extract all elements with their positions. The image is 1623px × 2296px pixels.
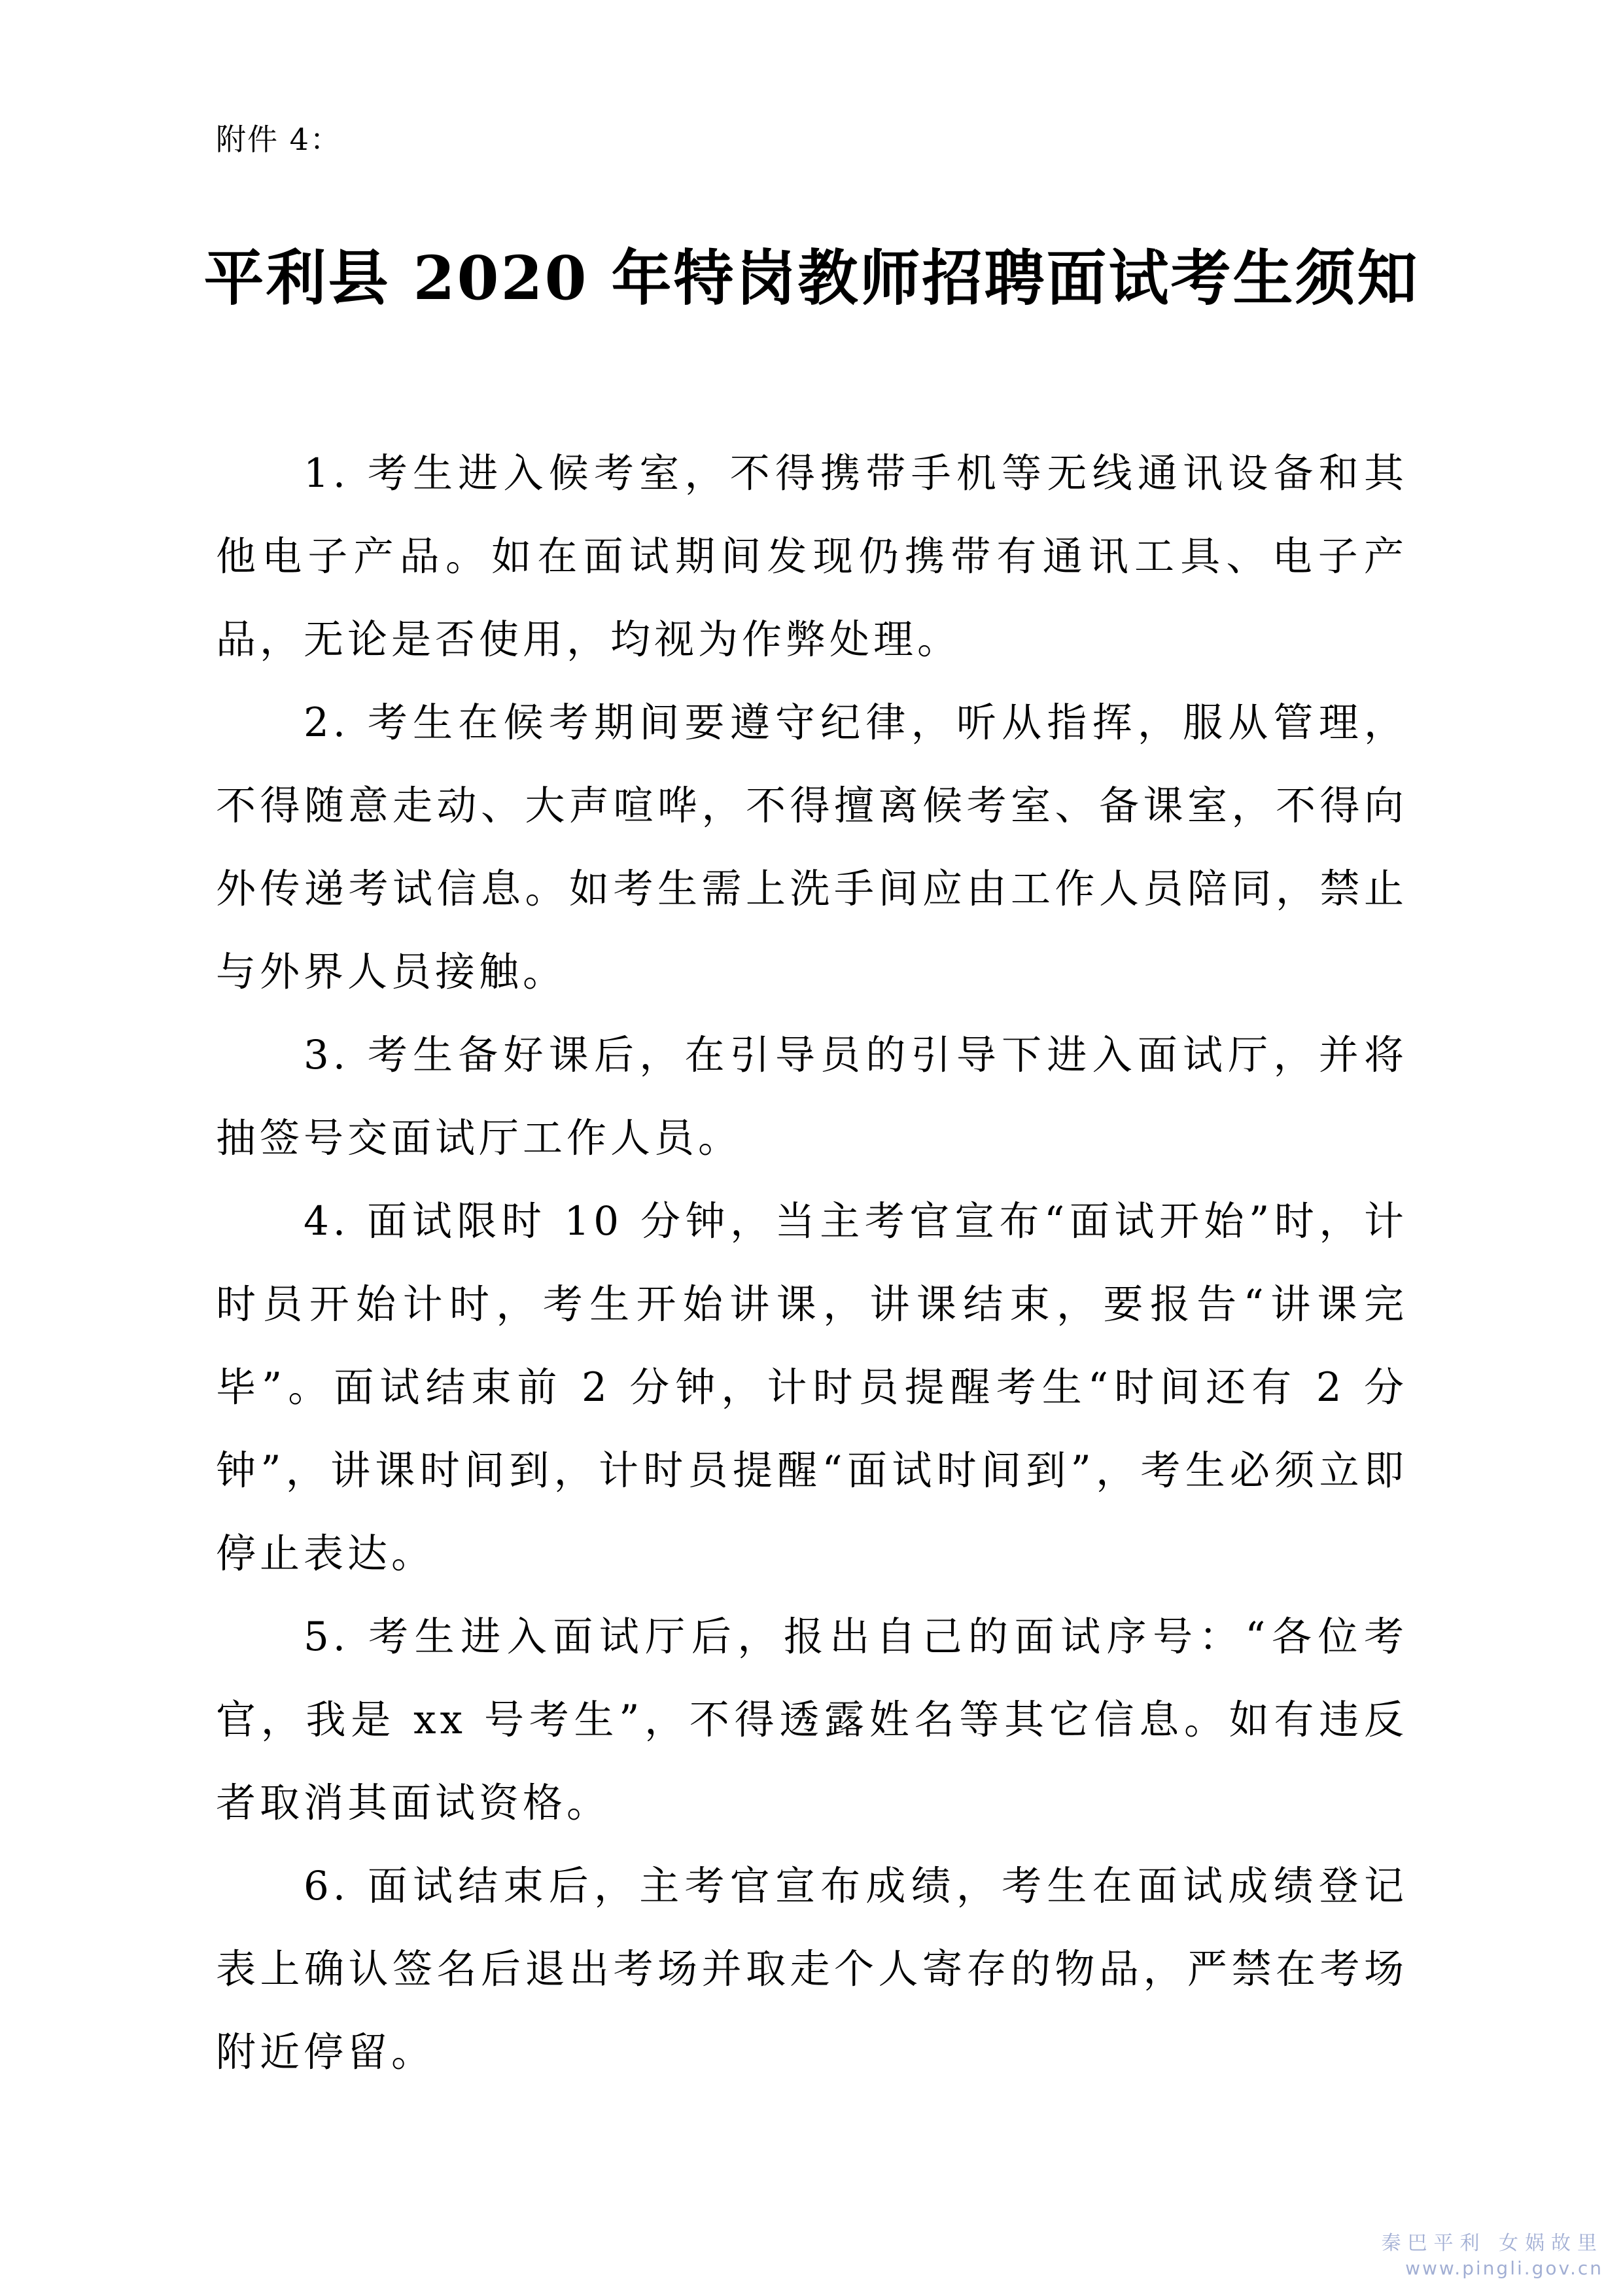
document-body	[216, 432, 1408, 2094]
document-title: 平利县 2020 年特岗教师招聘面试考生须知	[203, 243, 1420, 313]
rule-paragraph-4: 4. 面试限时 10 分钟，当主考官宣布“面试开始”时，计时员开始计时，考生开始讲课，讲课结束，要报告“讲课完毕”。面试结束前 2 分钟，计时员提醒考生“时间还有 2 分钟”，讲课时间到，计时员提醒“面试时间到”，考生必须立即停止表达。	[216, 1198, 1408, 1577]
attachment-label: 附件 4：	[216, 122, 341, 157]
rule-paragraph-1: 1. 考生进入候考室，不得携带手机等无线通讯设备和其他电子产品。如在面试期间发现仍携带有通讯工具、电子产品，无论是否使用，均视为作弊处理。	[216, 450, 1408, 663]
rule-paragraph-3: 3. 考生备好课后，在引导员的引导下进入面试厅，并将抽签号交面试厅工作人员。	[216, 1032, 1408, 1161]
rule-paragraph-6: 6. 面试结束后，主考官宣布成绩，考生在面试成绩登记表上确认签名后退出考场并取走个人寄存的物品，严禁在考场附近停留。	[216, 1863, 1408, 2075]
watermark-url: www.pingli.gov.cn	[1405, 2257, 1603, 2279]
rule-paragraph-2: 2. 考生在候考期间要遵守纪律，听从指挥，服从管理，不得随意走动、大声喧哗，不得擅离候考室、备课室，不得向外传递考试信息。如考生需上洗手间应由工作人员陪同，禁止与外界人员接触。	[216, 699, 1408, 995]
rule-paragraph-5: 5. 考生进入面试厅后，报出自己的面试序号：“各位考官，我是 xx 号考生”，不得透露姓名等其它信息。如有违反者取消其面试资格。	[216, 1614, 1408, 1826]
watermark-slogan: 秦巴平利 女娲故里	[1381, 2232, 1603, 2255]
site-watermark	[1381, 2231, 1603, 2280]
